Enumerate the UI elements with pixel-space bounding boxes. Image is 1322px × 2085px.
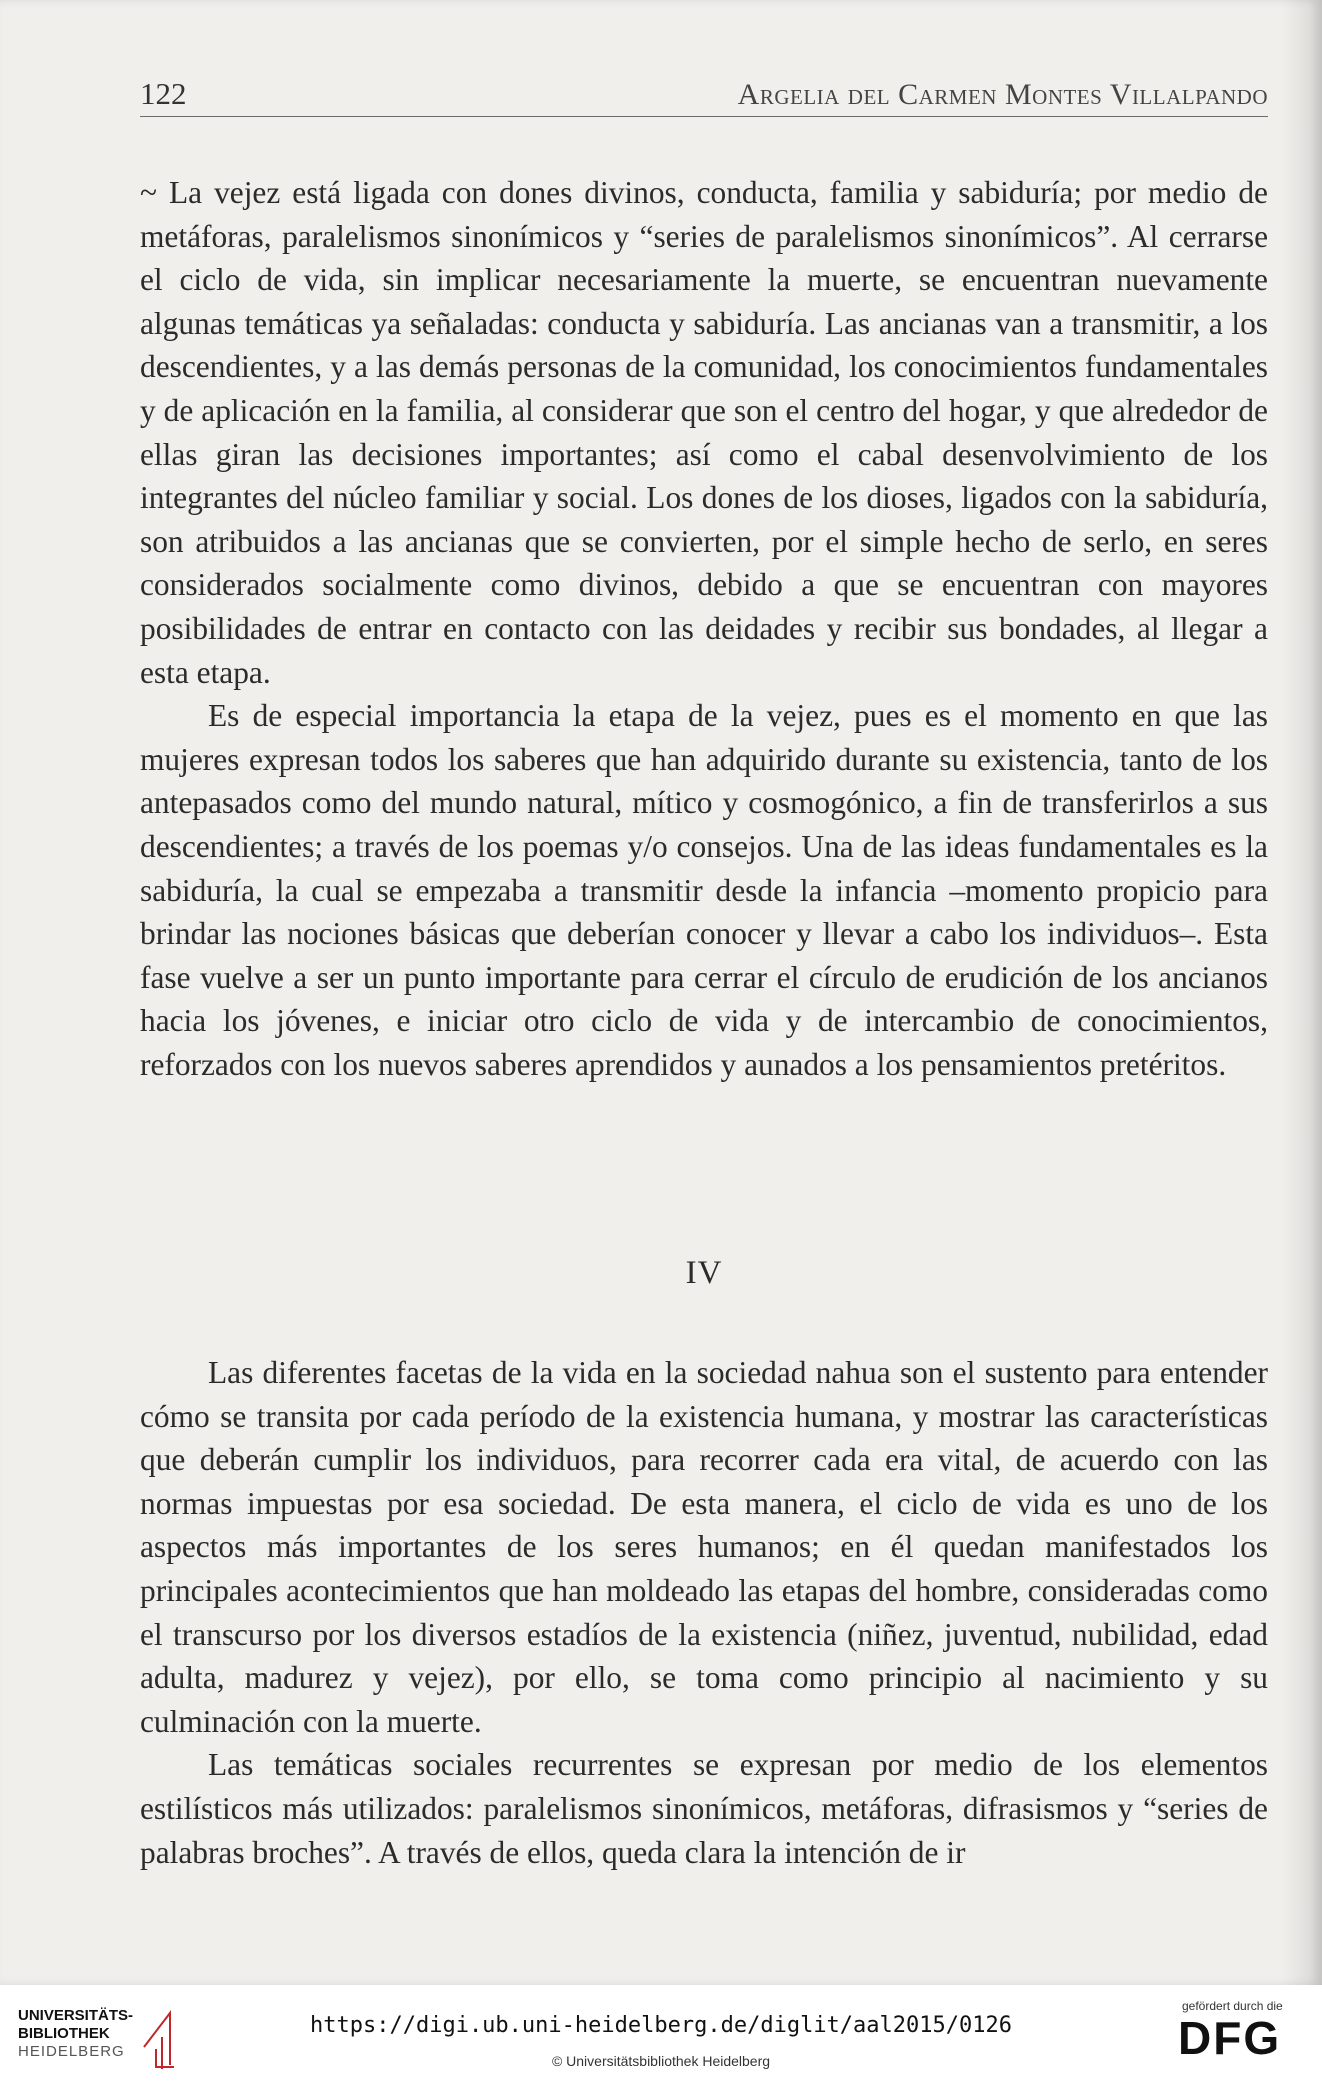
library-name-line1: UNIVERSITÄTS- [18, 2007, 134, 2024]
library-name-line2: BIBLIOTHEK [18, 2025, 110, 2042]
paragraph: Las temáticas sociales recurrentes se expresan por medio de los elementos estilísticos más utilizados: paralelismos sinonímicos, metáforas, difrasismos y “series de palabras broches”. A través de ellos, queda clara la intención de ir [140, 1747, 1268, 1870]
running-head [140, 76, 1268, 117]
page-number: 122 [140, 76, 187, 111]
permalink-url[interactable]: https://digi.ub.uni-heidelberg.de/diglit/aal2015/0126 [310, 2013, 1012, 2038]
library-name-line3: HEIDELBERG [18, 2043, 125, 2060]
running-title: Argelia del Carmen Montes Villalpando [737, 78, 1268, 111]
copyright-notice: © Universitätsbibliothek Heidelberg [551, 2053, 771, 2069]
paragraph: Es de especial importancia la etapa de la vejez, pues es el momento en que las mujeres expresan todos los saberes que han adquirido durante su existencia, tanto de los antepasados como del mundo natural, mítico y cosmogónico, a fin de transferirlos a sus descendientes; a través de los poemas y/o consejos. Una de las ideas fundamentales es la sabiduría, la cual se empezaba a transmitir desde la infancia –momento propicio para brindar las nociones básicas que deberían conocer y llevar a cabo los individuos–. Esta fase vuelve a ser un punto importante para cerrar el círculo de erudición de los ancianos hacia los jóvenes, e iniciar otro ciclo de vida y de intercambio de conocimientos, reforzados con los nuevos saberes aprendidos y aunados a los pensamientos pretéritos. [140, 698, 1268, 1082]
dfg-funding-logo[interactable] [1170, 1999, 1320, 2079]
paragraph: ~ La vejez está ligada con dones divinos, conducta, familia y sabiduría; por medio de metáforas, paralelismos sinonímicos y “series de paralelismos sinonímicos”. Al cerrarse el ciclo de vida, sin implicar necesariamente la muerte, se encuentran nuevamente algunas temáticas ya señaladas: conducta y sabiduría. Las ancianas van a transmitir, a los descendientes, y a las demás personas de la comunidad, los conocimientos fundamentales y de aplicación en la familia, al considerar que son el centro del hogar, y que alrededor de ellas giran las decisiones importantes; así como el cabal desenvolvimiento de los integrantes del núcleo familiar y social. Los dones de los dioses, ligados con la sabiduría, son atribuidos a las ancianas que se convierten, por el simple hecho de serlo, en seres considerados socialmente como divinos, debido a que se encuentran con mayores posibilidades de entrar en contacto con las deidades y recibir sus bondades, al llegar a esta etapa. [140, 175, 1268, 690]
viewer-footer [0, 1985, 1322, 2085]
section-body-text [140, 1351, 1268, 1874]
paragraph: Las diferentes facetas de la vida en la sociedad nahua son el sustento para entender cómo se transita por cada período de la existencia humana, y mostrar las características que deberán cumplir los individuos, para recorrer cada era vital, de acuerdo con las normas impuestas por esa sociedad. De esta manera, el ciclo de vida es uno de los aspectos más importantes de los seres humanos; en él quedan manifestados los principales acontecimientos que han moldeado las etapas del hombre, consideradas como el transcurso por los diversos estadíos de la existencia (niñez, juventud, nubilidad, edad adulta, madurez y vejez), por ello, se toma como principio al nacimiento y su culminación con la muerte. [140, 1355, 1268, 1739]
dfg-logo-text: DFG [1178, 2012, 1282, 2064]
dfg-caption: gefördert durch die [1182, 1999, 1283, 2013]
body-text [140, 171, 1268, 1086]
page-gutter-shadow [1282, 0, 1322, 1985]
section-heading: IV [685, 1255, 723, 1291]
